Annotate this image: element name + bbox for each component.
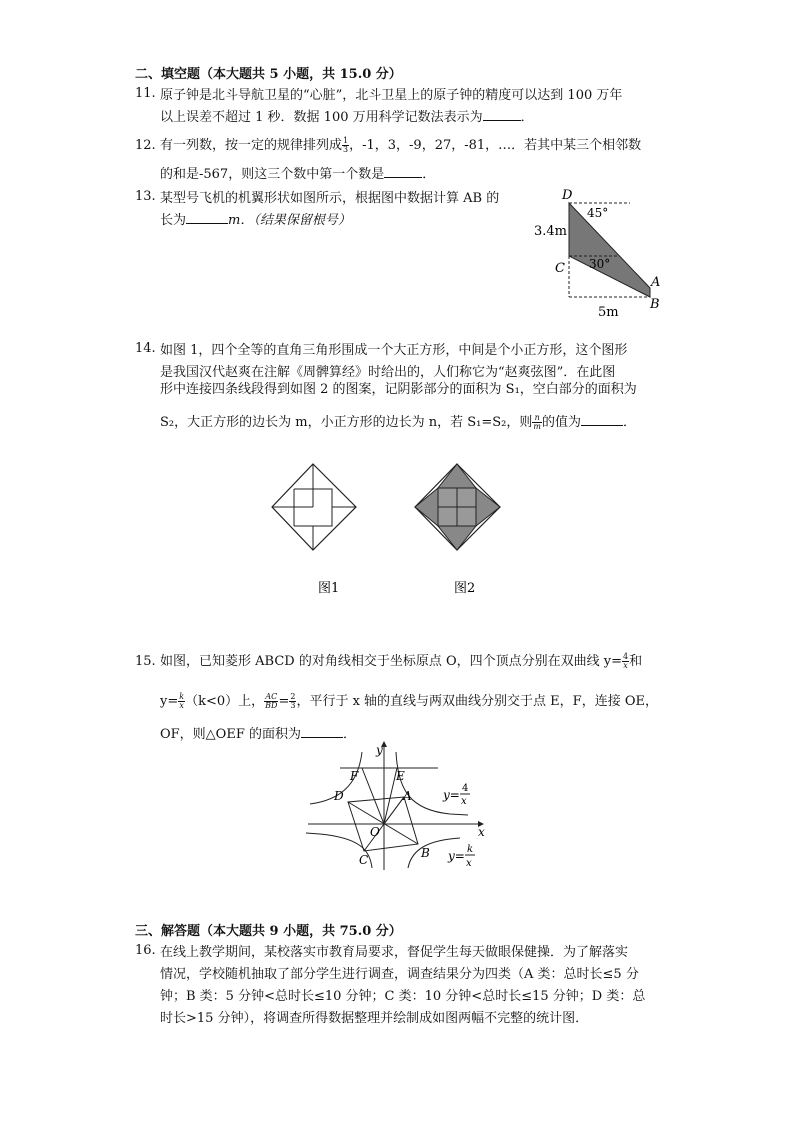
fraction: $\frac{k}{x}$	[179, 692, 185, 710]
question-11-line-2: 以上误差不超过 1 秒．数据 100 万用科学记数法表示为 ．	[160, 110, 534, 125]
section-2-title: 二、填空题（本大题共 5 小题，共 15.0 分）	[135, 67, 402, 82]
fraction: $\frac{2}{3}$	[290, 692, 296, 710]
section-3-title: 三、解答题（本大题共 9 小题，共 75.0 分）	[135, 924, 402, 939]
figure-2-caption: 图2	[454, 581, 476, 596]
answer-blank	[581, 413, 623, 426]
eq-4-den: x	[461, 796, 467, 807]
fraction: $\frac{AC}{BD}$	[265, 692, 278, 710]
question-16-line-4: 时长>15 分钟），将调查所得数据整理并绘制成如图两幅不完整的统计图．	[160, 1011, 589, 1026]
question-14-line-1: 如图 1，四个全等的直角三角形围成一个大正方形，中间是个小正方形，这个图形	[160, 343, 628, 358]
question-16-line-2: 情况，学校随机抽取了部分学生进行调查，调查结果分为四类（A 类：总时长≤5 分	[160, 967, 639, 982]
question-15-line-1: 如图，已知菱形 ABCD 的对角线相交于坐标原点 O，四个顶点分别在双曲线 y= $\frac{4}{x}$ 和	[160, 652, 643, 670]
eq-4-prefix: y=	[443, 788, 460, 802]
question-13-line-2: 长为 m．（结果保留根号）	[160, 213, 351, 228]
question-11-line-1: 原子钟是北斗导航卫星的“心脏”，北斗卫星上的原子钟的精度可以达到 100 万年	[160, 88, 623, 103]
question-16-number: 16.	[135, 943, 156, 958]
question-13-number: 13.	[135, 189, 156, 204]
question-14-line-3: 形中连接四条线段得到如图 2 的图案，记阴影部分的面积为 S₁，空白部分的面积为	[160, 382, 637, 397]
label-B: B	[421, 846, 430, 860]
zhao-shuang-figures	[270, 460, 530, 600]
question-15-number: 15.	[135, 654, 156, 669]
question-12-line-2: 的和是-567，则这三个数中第一个数是 ．	[160, 167, 436, 182]
eq-4-num: 4	[462, 783, 469, 794]
rhombus-hyperbola-figure	[300, 740, 500, 875]
figure-2	[415, 464, 500, 550]
eq-k-prefix: y=	[448, 849, 465, 863]
label-D: D	[562, 188, 573, 203]
label-x: x	[478, 825, 485, 839]
question-12-number: 12.	[135, 138, 156, 153]
fraction: $\frac{1}{3}$	[343, 136, 349, 154]
label-width: 5m	[598, 305, 619, 320]
label-F: F	[350, 769, 359, 783]
wing-shape	[569, 203, 650, 297]
wing-figure	[530, 185, 670, 320]
question-14-number: 14.	[135, 341, 156, 356]
eq-k-den: x	[466, 858, 472, 869]
question-15-line-3: OF，则△OEF 的面积为 ．	[160, 727, 356, 742]
label-E: E	[396, 769, 405, 783]
question-16-line-1: 在线上教学期间，某校落实市教育局要求，督促学生每天做眼保健操．为了解落实	[160, 945, 629, 960]
answer-blank	[483, 108, 521, 121]
figure-1	[272, 464, 356, 550]
label-height: 3.4m	[534, 224, 568, 239]
label-D: D	[334, 789, 344, 803]
label-B: B	[650, 297, 660, 312]
angle-45: 45°	[587, 206, 609, 220]
question-12-line-1: 有一列数，按一定的规律排列成 $\frac{1}{3}$ ，-1，3，-9，27，-81，…．若其中某三个相邻数	[160, 136, 642, 154]
label-C: C	[359, 853, 369, 867]
eq-k-num: k	[467, 844, 474, 855]
answer-blank	[301, 725, 343, 738]
question-11-text: 以上误差不超过 1 秒．数据 100 万用科学记数法表示为	[160, 110, 483, 125]
answer-blank	[186, 211, 228, 224]
label-C: C	[555, 261, 565, 276]
figure-1-caption: 图1	[318, 581, 340, 596]
fraction: $\frac{4}{x}$	[622, 652, 629, 670]
label-y: y	[376, 743, 383, 757]
question-14-line-4: S₂，大正方形的边长为 m，小正方形的边长为 n，若 S₁=S₂，则 $\frac{n}{m}$ 的值为 ．	[160, 413, 636, 431]
question-15-line-2: y= $\frac{k}{x}$ （k<0）上， $\frac{AC}{BD}$ = $\frac{2}{3}$ ，平行于 x 轴的直线与两双曲线分别交于点 E，F，连接 OE，	[160, 692, 658, 710]
question-13-line-1: 某型号飞机的机翼形状如图所示，根据图中数据计算 AB 的	[160, 191, 500, 206]
question-14-line-2: 是我国汉代赵爽在注解《周髀算经》时给出的，人们称它为“赵爽弦图”．在此图	[160, 365, 616, 380]
label-A: A	[403, 789, 412, 803]
question-16-line-3: 钟；B 类：5 分钟<总时长≤10 分钟；C 类：10 分钟<总时长≤15 分钟；D 类：总	[160, 989, 646, 1004]
question-11-number: 11.	[135, 86, 156, 101]
label-A: A	[651, 275, 661, 290]
answer-blank	[384, 165, 422, 178]
fraction: $\frac{n}{m}$	[533, 413, 541, 431]
angle-30: 30°	[589, 257, 611, 271]
label-O: O	[370, 825, 380, 839]
